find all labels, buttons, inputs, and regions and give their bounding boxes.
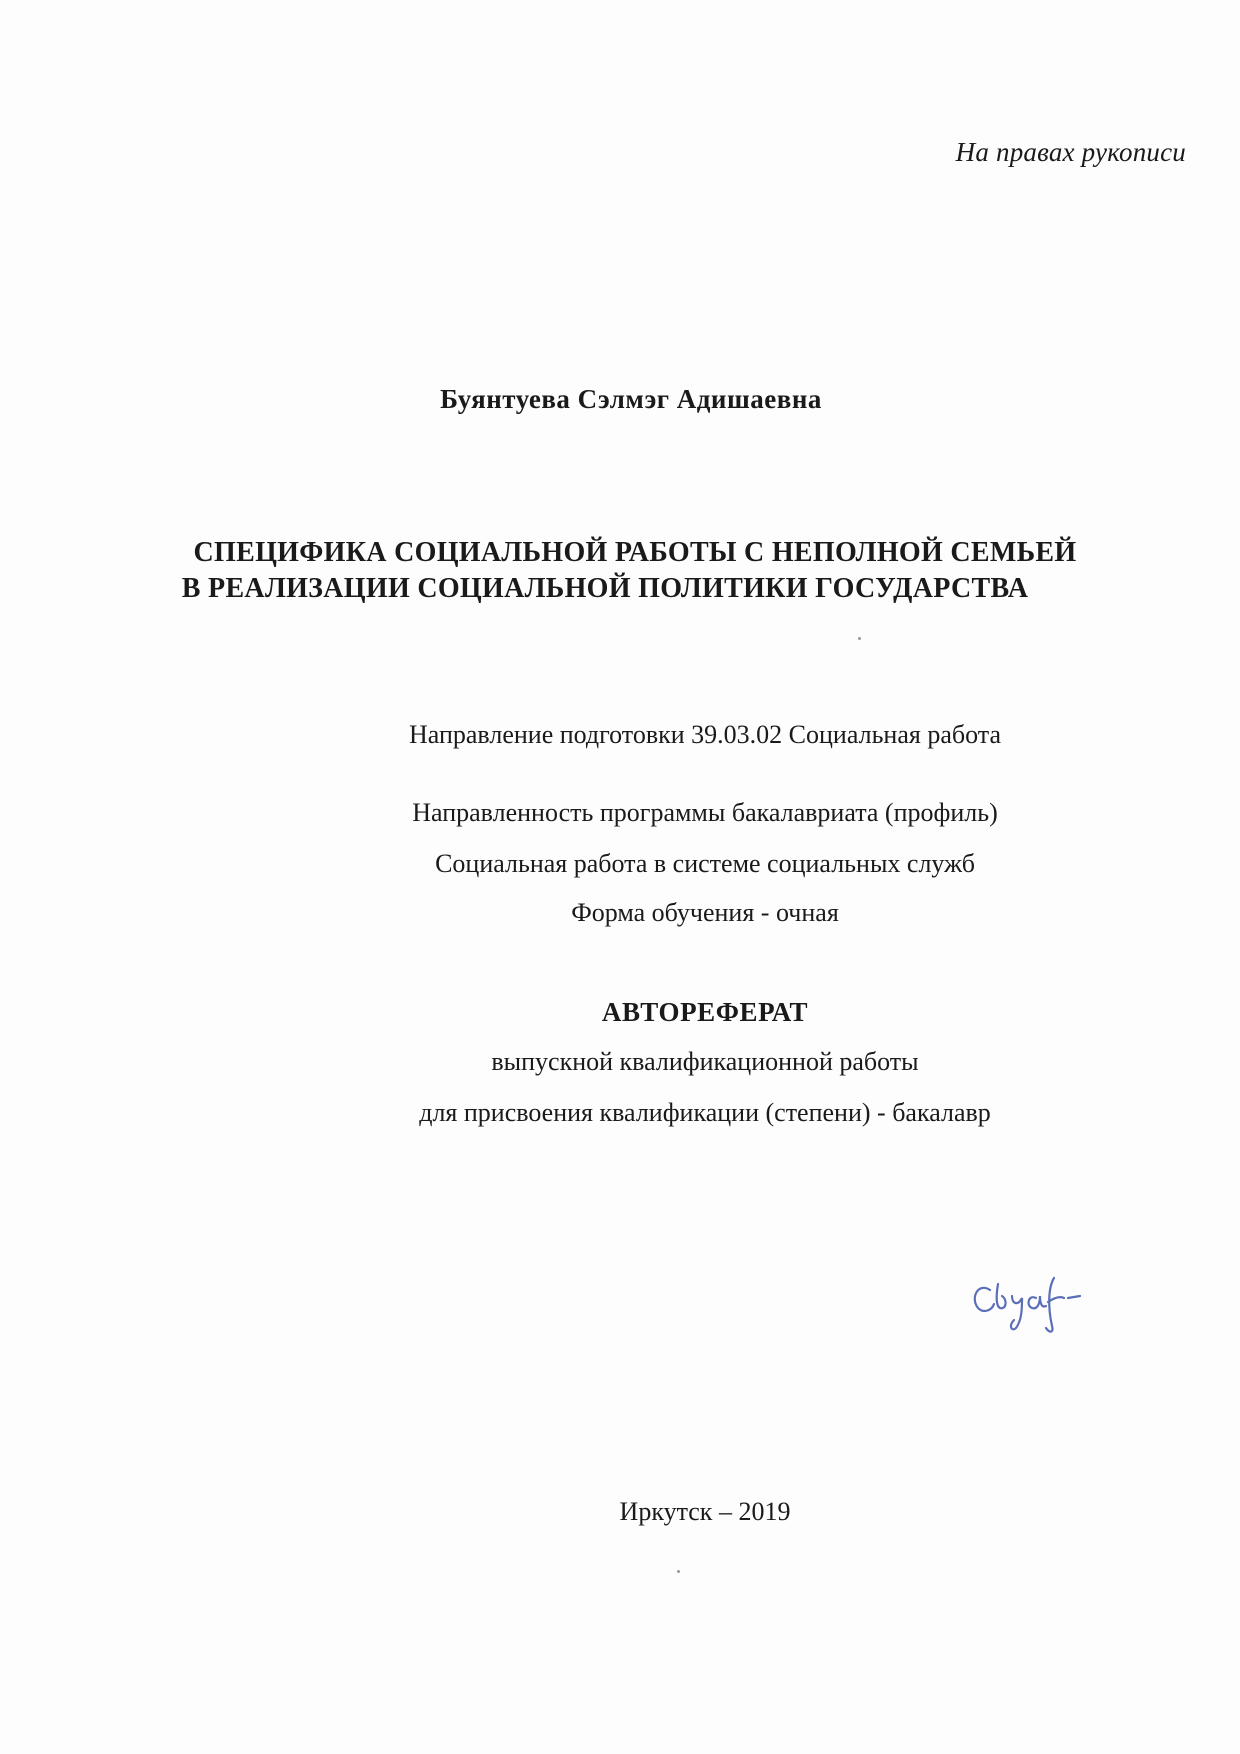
- abstract-subtitle-1: выпускной квалификационной работы: [491, 1047, 919, 1076]
- study-form: Форма обучения - очная: [571, 898, 839, 927]
- thesis-title: [0, 535, 1240, 607]
- thesis-title-line-2: В РЕАЛИЗАЦИИ СОЦИАЛЬНОЙ ПОЛИТИКИ ГОСУДАРСТВА: [181, 573, 1029, 604]
- thesis-title-line-1: СПЕЦИФИКА СОЦИАЛЬНОЙ РАБОТЫ С НЕПОЛНОЙ СЕМЬЕЙ: [193, 537, 1077, 568]
- abstract-subtitle-2: для присвоения квалификации (степени) - бакалавр: [419, 1098, 991, 1127]
- city-year: Иркутск – 2019: [619, 1497, 791, 1526]
- program-focus: Направленность программы бакалавриата (профиль): [412, 798, 998, 827]
- program-direction: Направление подготовки 39.03.02 Социальная работа: [409, 720, 1001, 749]
- program-profile: Социальная работа в системе социальных служб: [435, 849, 975, 878]
- handwritten-signature: [968, 1268, 1088, 1338]
- scan-speck: [858, 637, 861, 640]
- author-name: Буянтуева Сэлмэг Адишаевна: [440, 384, 822, 414]
- manuscript-note: На правах рукописи: [955, 137, 1186, 167]
- scan-speck: [677, 1570, 680, 1573]
- abstract-heading: АВТОРЕФЕРАТ: [601, 997, 809, 1027]
